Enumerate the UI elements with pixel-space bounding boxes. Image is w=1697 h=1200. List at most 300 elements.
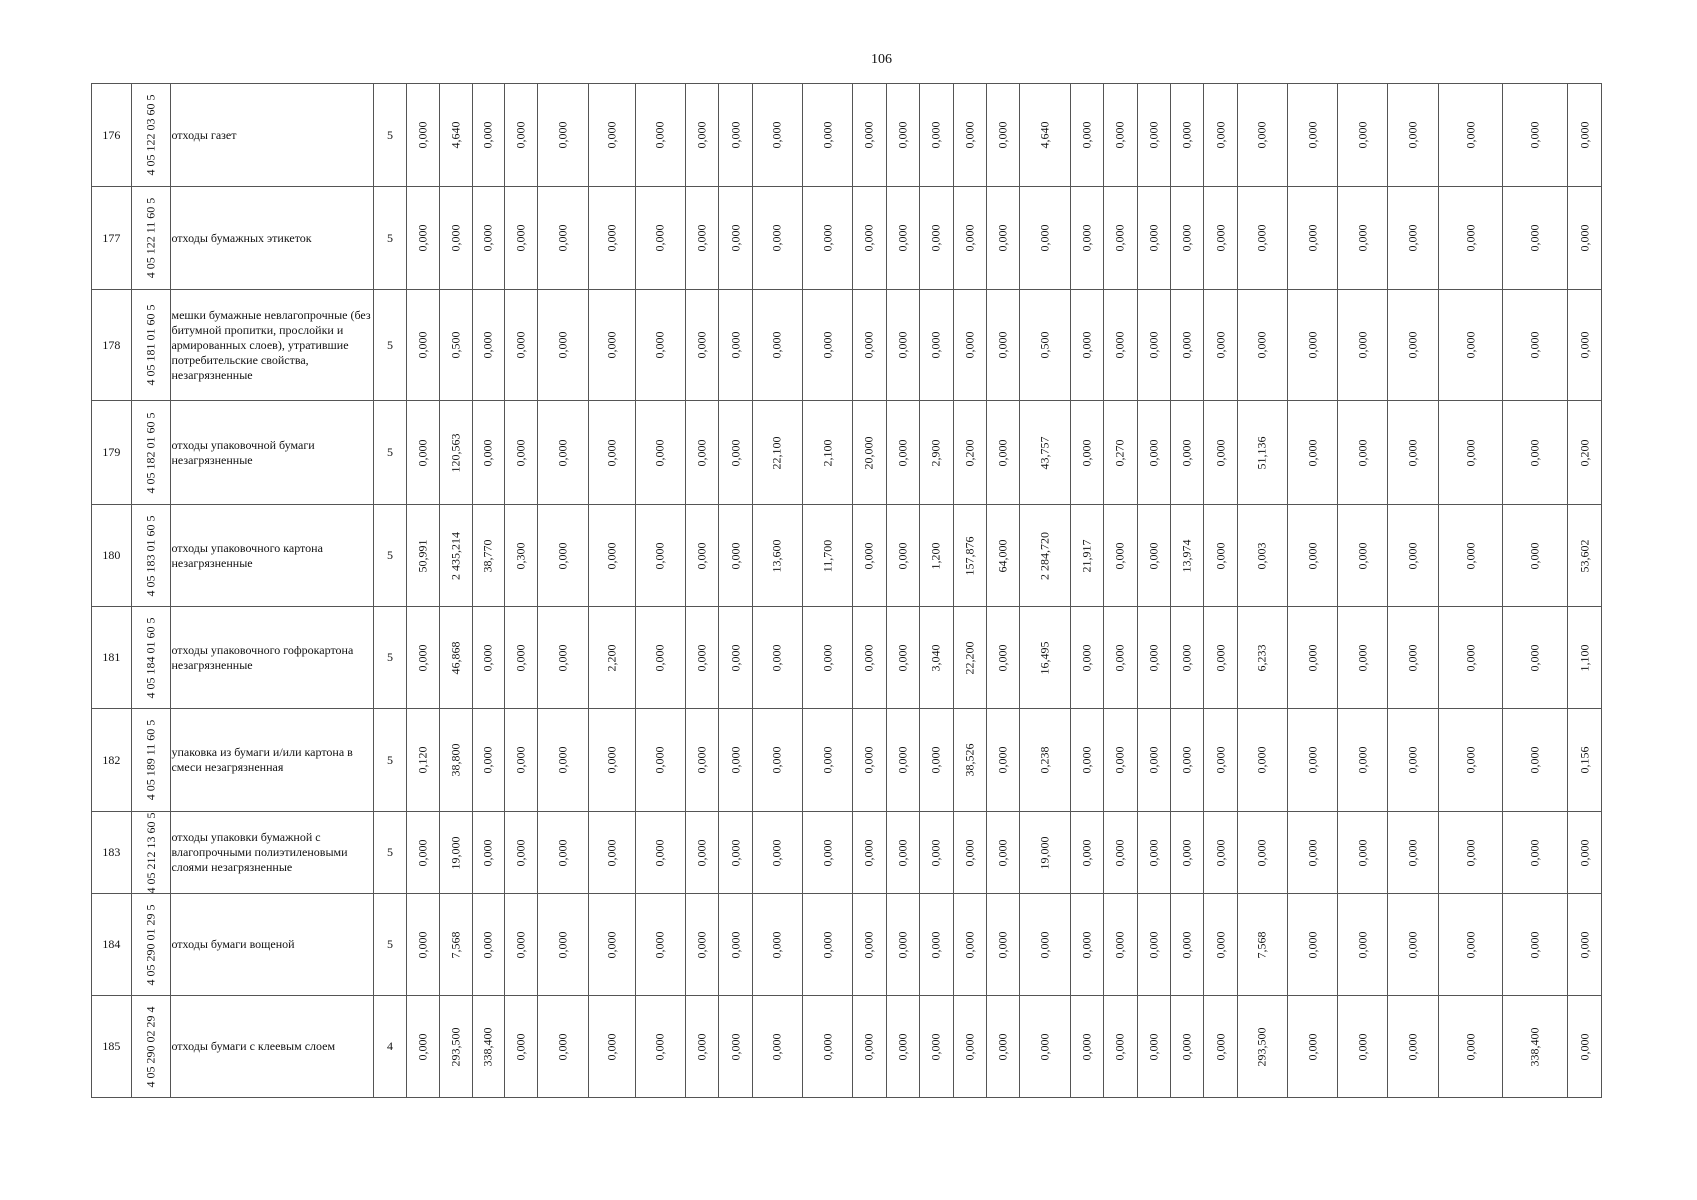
waste-name: отходы газет [171, 84, 374, 187]
value-cell: 0,000 [1527, 439, 1542, 466]
value-cell: 0,000 [694, 439, 709, 466]
value-cell: 0,000 [1112, 1033, 1127, 1060]
value-cell: 0,000 [1355, 931, 1370, 958]
value-cell: 0,000 [928, 121, 943, 149]
waste-name: отходы бумажных этикеток [171, 187, 374, 290]
value-cell: 0,000 [1179, 224, 1194, 252]
value-cell: 50,991 [415, 539, 430, 572]
value-cell: 0,000 [1213, 931, 1228, 958]
value-cell: 0,000 [728, 931, 743, 958]
value-cell: 0,000 [415, 931, 430, 958]
row-number: 177 [92, 187, 132, 290]
value-cell: 0,000 [1146, 644, 1161, 671]
value-cell: 0,000 [480, 331, 495, 359]
value-cell: 0,000 [1079, 931, 1094, 958]
table-row [92, 709, 1602, 812]
waste-code: 4 05 290 01 29 5 [143, 904, 158, 985]
value-cell: 0,000 [694, 224, 709, 252]
value-cell: 0,000 [555, 839, 570, 866]
value-cell: 64,000 [995, 539, 1010, 572]
value-cell: 0,000 [1405, 746, 1420, 774]
waste-name: отходы упаковочного картона незагрязненные [171, 505, 374, 607]
value-cell: 0,000 [1405, 542, 1420, 569]
value-cell: 0,000 [604, 224, 619, 252]
value-cell: 0,000 [555, 542, 570, 569]
value-cell: 0,000 [728, 224, 743, 252]
value-cell: 293,500 [448, 1027, 463, 1066]
value-cell: 19,000 [1037, 836, 1052, 869]
value-cell: 0,000 [928, 224, 943, 252]
value-cell: 0,000 [861, 839, 876, 866]
value-cell: 0,000 [962, 931, 977, 958]
hazard-class: 5 [374, 709, 406, 812]
value-cell: 46,868 [448, 641, 463, 674]
value-cell: 0,000 [1305, 439, 1320, 466]
value-cell: 13,974 [1179, 539, 1194, 572]
waste-code: 4 05 189 11 60 5 [143, 719, 158, 801]
value-cell: 0,000 [820, 224, 835, 252]
value-cell: 0,000 [769, 224, 784, 252]
value-cell: 0,000 [861, 331, 876, 359]
value-cell: 0,000 [962, 839, 977, 866]
value-cell: 0,000 [895, 1033, 910, 1060]
value-cell: 0,000 [1463, 839, 1478, 866]
value-cell: 0,000 [1112, 331, 1127, 359]
value-cell: 0,000 [1213, 224, 1228, 252]
value-cell: 0,000 [1305, 331, 1320, 359]
value-cell: 0,000 [1527, 542, 1542, 569]
value-cell: 0,270 [1112, 439, 1127, 466]
value-cell: 0,000 [928, 839, 943, 866]
value-cell: 0,000 [1112, 224, 1127, 252]
value-cell: 0,000 [415, 121, 430, 149]
row-number: 180 [92, 505, 132, 607]
value-cell: 0,000 [415, 644, 430, 671]
value-cell: 0,000 [861, 224, 876, 252]
value-cell: 0,000 [513, 121, 528, 149]
value-cell: 0,000 [1305, 746, 1320, 774]
value-cell: 0,238 [1037, 746, 1052, 774]
value-cell: 0,000 [1405, 1033, 1420, 1060]
value-cell: 7,568 [448, 931, 463, 958]
value-cell: 0,000 [1112, 839, 1127, 866]
value-cell: 0,000 [1305, 931, 1320, 958]
row-number: 176 [92, 84, 132, 187]
value-cell: 0,000 [1079, 1033, 1094, 1060]
value-cell: 0,000 [928, 331, 943, 359]
value-cell: 0,000 [995, 839, 1010, 866]
value-cell: 0,000 [1305, 121, 1320, 149]
value-cell: 0,000 [820, 331, 835, 359]
table-row [92, 187, 1602, 290]
value-cell: 0,000 [1463, 331, 1478, 359]
value-cell: 0,000 [962, 1033, 977, 1060]
value-cell: 0,000 [1527, 839, 1542, 866]
value-cell: 0,000 [1213, 331, 1228, 359]
value-cell: 0,000 [861, 644, 876, 671]
value-cell: 0,000 [1355, 1033, 1370, 1060]
value-cell: 0,000 [1305, 542, 1320, 569]
value-cell: 0,000 [1355, 224, 1370, 252]
value-cell: 22,100 [769, 436, 784, 469]
row-number: 182 [92, 709, 132, 812]
value-cell: 0,000 [820, 644, 835, 671]
value-cell: 0,000 [1463, 542, 1478, 569]
value-cell: 0,000 [1355, 746, 1370, 774]
value-cell: 0,000 [769, 121, 784, 149]
value-cell: 0,000 [1146, 121, 1161, 149]
value-cell: 0,000 [652, 121, 667, 149]
value-cell: 1,100 [1577, 644, 1592, 671]
value-cell: 0,000 [694, 121, 709, 149]
value-cell: 0,000 [694, 746, 709, 774]
value-cell: 0,000 [1527, 121, 1542, 149]
value-cell: 0,000 [861, 931, 876, 958]
value-cell: 0,000 [604, 746, 619, 774]
value-cell: 0,000 [1577, 1033, 1592, 1060]
row-number: 183 [92, 812, 132, 894]
value-cell: 0,000 [652, 542, 667, 569]
value-cell: 13,600 [769, 539, 784, 572]
value-cell: 0,000 [513, 331, 528, 359]
value-cell: 0,000 [769, 644, 784, 671]
value-cell: 0,120 [415, 746, 430, 774]
value-cell: 0,000 [1254, 121, 1269, 149]
value-cell: 0,000 [1146, 224, 1161, 252]
hazard-class: 5 [374, 505, 406, 607]
value-cell: 0,000 [861, 542, 876, 569]
value-cell: 0,000 [694, 542, 709, 569]
value-cell: 0,000 [1079, 224, 1094, 252]
value-cell: 0,000 [1405, 121, 1420, 149]
value-cell: 0,000 [415, 331, 430, 359]
table-row [92, 812, 1602, 894]
value-cell: 0,500 [448, 331, 463, 359]
waste-code: 4 05 122 11 60 5 [143, 197, 158, 279]
value-cell: 0,000 [1146, 839, 1161, 866]
value-cell: 0,000 [895, 121, 910, 149]
value-cell: 0,000 [1405, 644, 1420, 671]
waste-code: 4 05 184 01 60 5 [143, 617, 158, 698]
value-cell: 0,000 [1213, 121, 1228, 149]
value-cell: 20,000 [861, 436, 876, 469]
value-cell: 0,156 [1577, 746, 1592, 774]
value-cell: 0,000 [728, 1033, 743, 1060]
value-cell: 0,000 [1037, 224, 1052, 252]
value-cell: 0,000 [895, 439, 910, 466]
value-cell: 0,000 [555, 746, 570, 774]
value-cell: 0,000 [652, 746, 667, 774]
value-cell: 0,000 [1405, 931, 1420, 958]
value-cell: 0,000 [728, 121, 743, 149]
value-cell: 0,000 [415, 839, 430, 866]
value-cell: 21,917 [1079, 539, 1094, 572]
value-cell: 0,000 [1179, 331, 1194, 359]
value-cell: 0,000 [995, 331, 1010, 359]
value-cell: 3,040 [928, 644, 943, 671]
value-cell: 2,900 [928, 439, 943, 466]
value-cell: 0,000 [1577, 839, 1592, 866]
value-cell: 0,000 [728, 439, 743, 466]
value-cell: 0,000 [928, 1033, 943, 1060]
value-cell: 0,000 [555, 331, 570, 359]
value-cell: 2,200 [604, 644, 619, 671]
value-cell: 0,000 [415, 1033, 430, 1060]
value-cell: 338,400 [1527, 1027, 1542, 1066]
value-cell: 0,300 [513, 542, 528, 569]
waste-name: отходы упаковки бумажной с влагопрочными полиэтиленовыми слоями незагрязненные [171, 812, 374, 894]
value-cell: 0,000 [694, 644, 709, 671]
value-cell: 2 284,720 [1037, 531, 1052, 580]
value-cell: 0,000 [1146, 746, 1161, 774]
hazard-class: 5 [374, 812, 406, 894]
row-number: 184 [92, 894, 132, 996]
value-cell: 38,526 [962, 743, 977, 777]
value-cell: 0,000 [861, 121, 876, 149]
value-cell: 0,000 [1527, 931, 1542, 958]
value-cell: 43,757 [1037, 436, 1052, 469]
value-cell: 0,000 [448, 224, 463, 252]
value-cell: 53,602 [1577, 539, 1592, 572]
value-cell: 0,000 [1079, 644, 1094, 671]
value-cell: 0,000 [1355, 439, 1370, 466]
value-cell: 0,000 [820, 931, 835, 958]
value-cell: 0,000 [1305, 839, 1320, 866]
value-cell: 0,000 [728, 839, 743, 866]
waste-name: отходы бумаги с клеевым слоем [171, 996, 374, 1098]
value-cell: 0,000 [1463, 439, 1478, 466]
value-cell: 0,000 [1577, 224, 1592, 252]
value-cell: 4,640 [1037, 121, 1052, 149]
value-cell: 0,000 [513, 439, 528, 466]
table-row [92, 607, 1602, 709]
value-cell: 0,000 [1463, 931, 1478, 958]
value-cell: 0,000 [895, 746, 910, 774]
value-cell: 0,000 [1146, 439, 1161, 466]
waste-code: 4 05 290 02 29 4 [143, 1006, 158, 1087]
value-cell: 0,000 [555, 1033, 570, 1060]
value-cell: 0,000 [1146, 931, 1161, 958]
value-cell: 0,000 [604, 331, 619, 359]
value-cell: 0,000 [1112, 644, 1127, 671]
value-cell: 0,000 [1463, 1033, 1478, 1060]
value-cell: 0,000 [1405, 224, 1420, 252]
value-cell: 0,000 [555, 121, 570, 149]
value-cell: 0,000 [895, 224, 910, 252]
value-cell: 0,000 [1355, 331, 1370, 359]
value-cell: 0,000 [962, 121, 977, 149]
value-cell: 0,000 [652, 439, 667, 466]
value-cell: 0,000 [1254, 839, 1269, 866]
row-number: 179 [92, 401, 132, 505]
waste-code: 4 05 122 03 60 5 [143, 94, 158, 176]
value-cell: 0,000 [1179, 839, 1194, 866]
hazard-class: 5 [374, 607, 406, 709]
value-cell: 0,000 [480, 931, 495, 958]
value-cell: 38,770 [480, 539, 495, 572]
page-number: 106 [871, 52, 892, 67]
value-cell: 0,000 [895, 542, 910, 569]
value-cell: 0,000 [1079, 331, 1094, 359]
value-cell: 0,000 [1305, 1033, 1320, 1060]
value-cell: 19,000 [448, 836, 463, 869]
value-cell: 0,000 [995, 439, 1010, 466]
value-cell: 0,000 [995, 1033, 1010, 1060]
value-cell: 0,000 [1254, 746, 1269, 774]
value-cell: 1,200 [928, 542, 943, 569]
value-cell: 0,000 [604, 839, 619, 866]
value-cell: 338,400 [480, 1027, 495, 1066]
value-cell: 0,000 [1527, 224, 1542, 252]
value-cell: 0,000 [1527, 331, 1542, 359]
value-cell: 0,000 [555, 644, 570, 671]
value-cell: 0,000 [1463, 644, 1478, 671]
value-cell: 0,000 [694, 839, 709, 866]
value-cell: 0,000 [928, 931, 943, 958]
value-cell: 0,000 [694, 1033, 709, 1060]
value-cell: 0,000 [962, 331, 977, 359]
value-cell: 0,000 [1463, 224, 1478, 252]
value-cell: 293,500 [1254, 1027, 1269, 1066]
value-cell: 120,563 [448, 433, 463, 472]
value-cell: 0,000 [480, 121, 495, 149]
waste-code: 4 05 182 01 60 5 [143, 412, 158, 493]
value-cell: 22,200 [962, 641, 977, 674]
value-cell: 0,000 [995, 746, 1010, 774]
value-cell: 0,000 [1079, 121, 1094, 149]
table-row [92, 401, 1602, 505]
value-cell: 0,000 [604, 1033, 619, 1060]
value-cell: 0,000 [1213, 439, 1228, 466]
value-cell: 0,000 [415, 439, 430, 466]
value-cell: 0,000 [1079, 746, 1094, 774]
value-cell: 0,000 [861, 746, 876, 774]
value-cell: 0,000 [1213, 746, 1228, 774]
value-cell: 0,000 [861, 1033, 876, 1060]
waste-name: отходы бумаги вощеной [171, 894, 374, 996]
value-cell: 0,000 [820, 746, 835, 774]
value-cell: 0,000 [604, 121, 619, 149]
value-cell: 0,000 [1213, 1033, 1228, 1060]
value-cell: 0,000 [513, 1033, 528, 1060]
value-cell: 0,000 [1577, 331, 1592, 359]
value-cell: 0,000 [1355, 644, 1370, 671]
value-cell: 0,000 [480, 439, 495, 466]
value-cell: 0,000 [1112, 746, 1127, 774]
value-cell: 0,000 [895, 931, 910, 958]
value-cell: 0,000 [728, 644, 743, 671]
value-cell: 0,000 [1112, 542, 1127, 569]
hazard-class: 5 [374, 187, 406, 290]
value-cell: 0,000 [1577, 121, 1592, 149]
value-cell: 0,000 [995, 931, 1010, 958]
value-cell: 0,000 [1527, 746, 1542, 774]
hazard-class: 4 [374, 996, 406, 1098]
value-cell: 0,200 [962, 439, 977, 466]
value-cell: 0,000 [604, 931, 619, 958]
value-cell: 0,000 [604, 542, 619, 569]
value-cell: 0,000 [1527, 644, 1542, 671]
value-cell: 0,000 [769, 931, 784, 958]
value-cell: 0,000 [895, 839, 910, 866]
waste-name: упаковка из бумаги и/или картона в смеси незагрязненная [171, 709, 374, 812]
value-cell: 0,000 [1213, 644, 1228, 671]
value-cell: 0,000 [652, 644, 667, 671]
value-cell: 0,000 [1079, 839, 1094, 866]
waste-code: 4 05 181 01 60 5 [143, 304, 158, 386]
value-cell: 0,000 [962, 224, 977, 252]
waste-code: 4 05 183 01 60 5 [143, 515, 158, 596]
value-cell: 0,000 [652, 224, 667, 252]
value-cell: 0,000 [1254, 224, 1269, 252]
value-cell: 0,000 [1037, 1033, 1052, 1060]
value-cell: 0,000 [652, 331, 667, 359]
value-cell: 0,000 [928, 746, 943, 774]
value-cell: 0,000 [513, 839, 528, 866]
value-cell: 0,000 [1463, 746, 1478, 774]
row-number: 178 [92, 290, 132, 401]
value-cell: 0,000 [769, 746, 784, 774]
value-cell: 0,000 [1179, 121, 1194, 149]
value-cell: 0,000 [513, 224, 528, 252]
value-cell: 0,000 [1112, 121, 1127, 149]
value-cell: 0,000 [1179, 1033, 1194, 1060]
value-cell: 0,000 [1254, 331, 1269, 359]
value-cell: 0,000 [555, 931, 570, 958]
value-cell: 0,000 [1179, 931, 1194, 958]
value-cell: 0,000 [1463, 121, 1478, 149]
value-cell: 0,000 [820, 1033, 835, 1060]
value-cell: 0,000 [694, 331, 709, 359]
row-number: 181 [92, 607, 132, 709]
value-cell: 0,000 [769, 1033, 784, 1060]
value-cell: 0,000 [1355, 542, 1370, 569]
value-cell: 0,000 [1146, 331, 1161, 359]
value-cell: 0,000 [1577, 931, 1592, 958]
value-cell: 0,000 [895, 644, 910, 671]
hazard-class: 5 [374, 401, 406, 505]
value-cell: 2,100 [820, 439, 835, 466]
value-cell: 0,000 [995, 121, 1010, 149]
hazard-class: 5 [374, 84, 406, 187]
table-row [92, 84, 1602, 187]
value-cell: 0,000 [480, 644, 495, 671]
value-cell: 0,500 [1037, 331, 1052, 359]
value-cell: 0,000 [728, 331, 743, 359]
table-row [92, 290, 1602, 401]
value-cell: 0,000 [1179, 746, 1194, 774]
waste-name: мешки бумажные невлагопрочные (без битумной пропитки, прослойки и армированных слоев), утратившие потребительские свойства, незагрязненные [171, 290, 374, 401]
value-cell: 0,000 [769, 839, 784, 866]
value-cell: 4,640 [448, 121, 463, 149]
value-cell: 0,000 [1179, 644, 1194, 671]
value-cell: 0,000 [995, 224, 1010, 252]
value-cell: 0,000 [1355, 121, 1370, 149]
value-cell: 0,003 [1254, 542, 1269, 569]
value-cell: 0,000 [513, 644, 528, 671]
value-cell: 0,000 [1405, 439, 1420, 466]
value-cell: 0,000 [604, 439, 619, 466]
value-cell: 0,000 [1146, 542, 1161, 569]
waste-code: 4 05 212 13 60 5 [144, 812, 159, 893]
value-cell: 0,000 [555, 439, 570, 466]
value-cell: 0,000 [555, 224, 570, 252]
value-cell: 0,000 [820, 839, 835, 866]
value-cell: 0,000 [728, 746, 743, 774]
value-cell: 157,876 [962, 536, 977, 575]
value-cell: 0,000 [1213, 542, 1228, 569]
value-cell: 0,000 [1146, 1033, 1161, 1060]
